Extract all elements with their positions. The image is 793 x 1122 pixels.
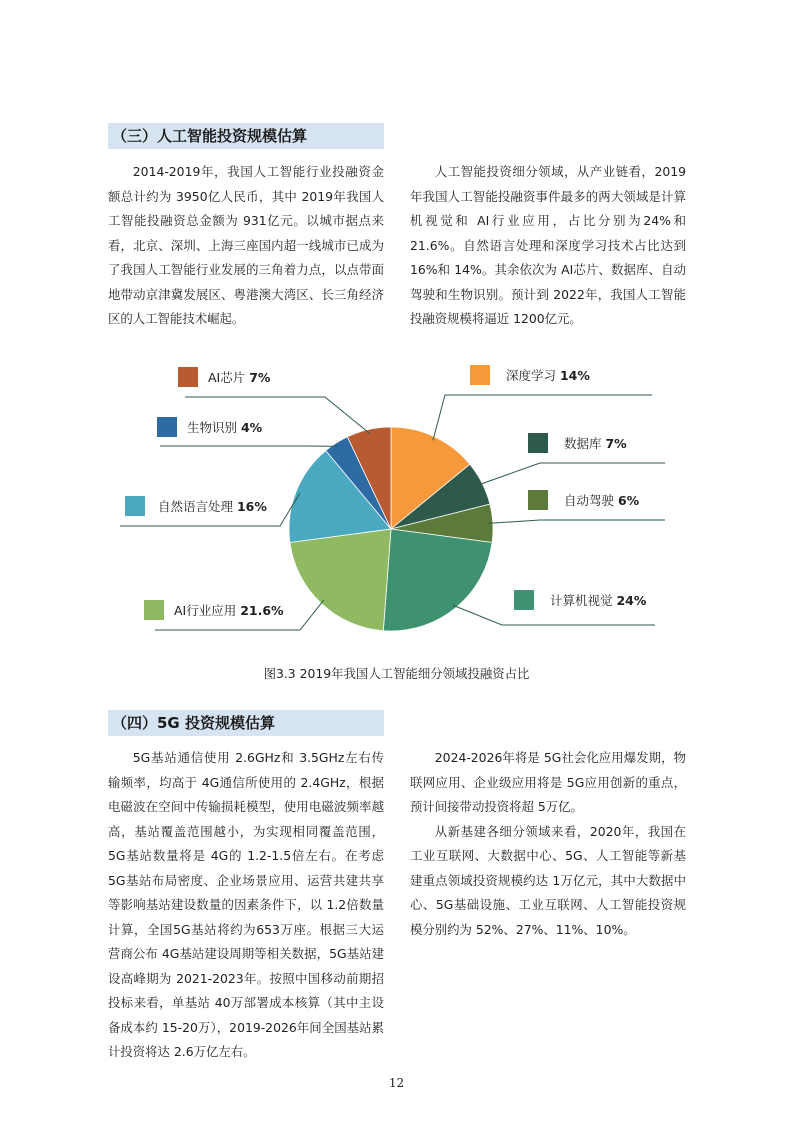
legend-label: AI行业应用 21.6% [174,603,284,618]
pie-slice [383,529,492,631]
pie-slice [290,529,391,631]
section3-right-column [410,160,686,332]
legend-swatch [528,490,548,510]
leader-line [479,463,666,485]
paragraph: 2014-2019年，我国人工智能行业投融资金额总计约为 3950亿人民币，其中 2019年我国人工智能投融资总金额为 931亿元。以城市据点来看，北京、深圳、上海三座国内超一线城市已成为了我国人工智能行业发展的三角着力点，以点带面地带动京津冀发展区、粤港澳大湾区、长三角经济区的人工智能技术崛起。 [108,164,384,326]
paragraph: 2024-2026年将是 5G社会化应用爆发期，物联网应用、企业级应用将是 5G应用创新的重点，预计间接带动投资将超 5万亿。 [410,750,686,814]
slice-value-label: 21.6% [240,603,284,618]
section-heading-5g-investment: （四）5G 投资规模估算 [108,710,384,736]
legend-label: 自动驾驶 6% [564,493,640,508]
slice-value-label: 4% [240,420,263,435]
slice-value-label: 7% [605,436,627,451]
legend-swatch [157,417,177,437]
figure-caption: 图3.3 2019年我国人工智能细分领域投融资占比 [263,666,530,681]
pie-slices [289,427,493,631]
legend-label: 生物识别 4% [187,420,263,435]
legend-swatch [125,496,145,516]
legend-swatch [514,590,534,610]
legend-label: 深度学习 14% [506,368,590,383]
section4-left-column [108,746,384,1065]
page-number: 12 [388,1076,405,1090]
slice-value-label: 16% [236,499,267,514]
slice-value-label: 7% [249,370,271,385]
legend-swatch [144,600,164,620]
legend-label: 自然语言处理 16% [158,499,267,514]
ai-investment-pie-chart [100,350,700,650]
slice-value-label: 6% [617,493,640,508]
section-heading-ai-investment: （三）人工智能投资规模估算 [108,123,384,149]
legend-label: 数据库 7% [564,436,627,451]
legend-swatch [528,433,548,453]
legend-swatch [470,365,490,385]
slice-value-label: 24% [616,593,647,608]
legend-label: 计算机视觉 24% [550,593,647,608]
slice-value-label: 14% [559,368,590,383]
section3-left-column [108,160,384,332]
leader-line [489,520,665,523]
section4-right-column [410,746,686,942]
legend-swatch [178,367,198,387]
leader-line [453,605,655,625]
paragraph: 5G基站通信使用 2.6GHz和 3.5GHz左右传输频率，均高于 4G通信所使用的 2.4GHz，根据电磁波在空间中传输损耗模型，使用电磁波频率越高，基站覆盖范围越小，为实现相同覆盖范围，5G基站数量将是 4G的 1.2-1.5倍左右。在考虑 5G基站布局密度、企业场景应用、运营共建共享等影响基站建设数量的因素条件下，以 1.2倍数量计算，全国5G基站将约为653万座。根据三大运营商公布 4G基站建设周期等相关数据，5G基站建设高峰期为 2021-2023年。按照中国移动前期招投标来看，单基站 40万部署成本核算（其中主设备成本约 15-20万），2019-2026年间全国基站累计投资将达 2.6万亿左右。 [108,750,384,1059]
paragraph: 从新基建各细分领域来看，2020年，我国在工业互联网、大数据中心、5G、人工智能等新基建重点领域投资规模约达 1万亿元，其中大数据中心、5G基础设施、工业互联网、人工智能投资规模分别约为 52%、27%、11%、10%。 [410,823,686,937]
paragraph: 人工智能投资细分领域，从产业链看，2019年我国人工智能投融资事件最多的两大领域是计算机视觉和 AI行业应用，占比分别为24%和 21.6%。自然语言处理和深度学习技术占比达到 16%和 14%。其余依次为 AI芯片、数据库、自动驾驶和生物识别。预计到 2022年，我国人工智能投融资规模将逼近 1200亿元。 [410,164,686,326]
legend-label: AI芯片 7% [208,370,271,385]
